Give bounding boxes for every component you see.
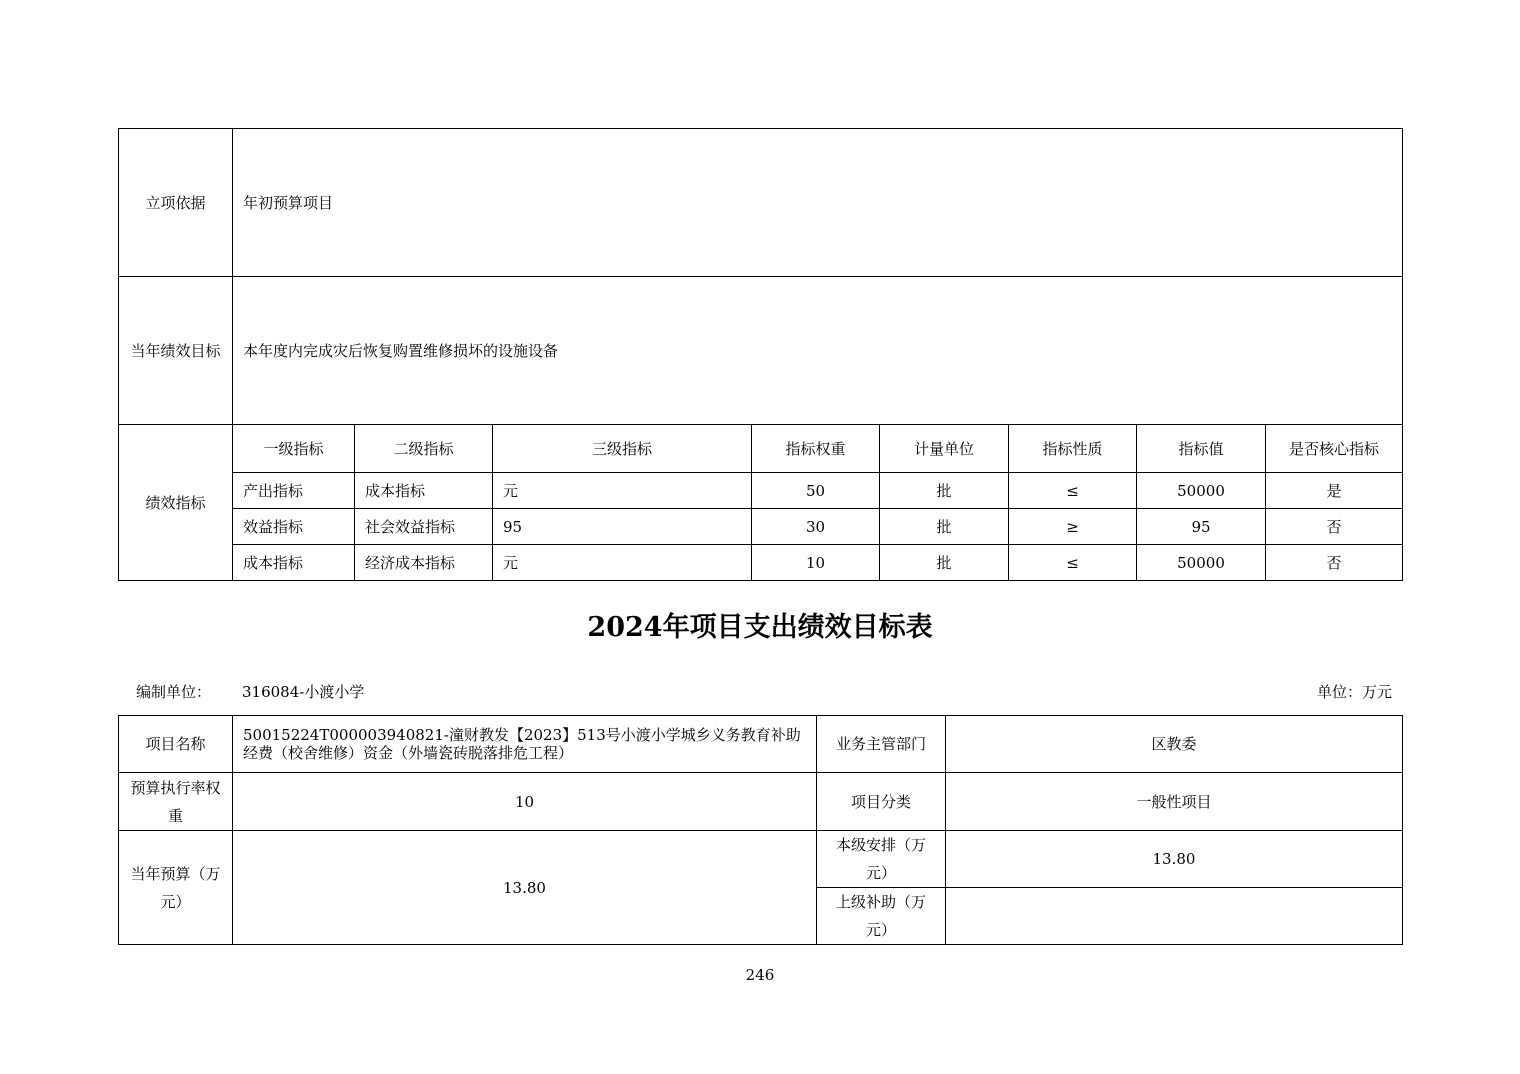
page-number: 246	[745, 966, 775, 984]
header-cell: 三级指标	[493, 425, 752, 473]
header-cell: 是否核心指标	[1266, 425, 1403, 473]
category-value: 一般性项目	[946, 773, 1403, 831]
table-cell: 50000	[1137, 545, 1266, 581]
budget-value: 13.80	[233, 831, 817, 945]
table-cell: 元	[493, 545, 752, 581]
local-value: 13.80	[946, 831, 1403, 888]
dept-label: 业务主管部门	[817, 716, 946, 773]
upper-value	[946, 888, 1403, 945]
table-cell: 批	[880, 545, 1009, 581]
table-cell: 10	[752, 545, 880, 581]
table-row	[119, 509, 1403, 545]
table-cell: 成本指标	[233, 545, 355, 581]
exec-rate-label: 预算执行率权重	[119, 773, 233, 831]
org-value: 316084-小渡小学	[242, 683, 365, 701]
header-cell: 计量单位	[880, 425, 1009, 473]
goal-label: 当年绩效目标	[119, 277, 233, 425]
org-label: 编制单位：	[136, 683, 212, 701]
table-cell: 95	[493, 509, 752, 545]
table-cell: 95	[1137, 509, 1266, 545]
indicators-label: 绩效指标	[119, 425, 233, 581]
table-cell: 否	[1266, 545, 1403, 581]
project-info-table	[118, 715, 1403, 945]
table-cell: 否	[1266, 509, 1403, 545]
table-row	[119, 545, 1403, 581]
table-cell: ≥	[1009, 509, 1137, 545]
header-cell: 一级指标	[233, 425, 355, 473]
table-cell: 30	[752, 509, 880, 545]
table-cell: 批	[880, 473, 1009, 509]
project-name-label: 项目名称	[119, 716, 233, 773]
local-label: 本级安排（万元）	[817, 831, 946, 888]
table-cell: 经济成本指标	[355, 545, 493, 581]
performance-indicator-table	[118, 128, 1403, 581]
table-cell: 成本指标	[355, 473, 493, 509]
table-cell: 元	[493, 473, 752, 509]
table-row	[119, 473, 1403, 509]
table-cell: 产出指标	[233, 473, 355, 509]
table-cell: 批	[880, 509, 1009, 545]
header-cell: 指标值	[1137, 425, 1266, 473]
table-cell: 社会效益指标	[355, 509, 493, 545]
dept-value: 区教委	[946, 716, 1403, 773]
table-cell: 是	[1266, 473, 1403, 509]
header-cell: 指标性质	[1009, 425, 1137, 473]
unit-label: 单位：万元	[1316, 683, 1392, 701]
exec-rate-value: 10	[233, 773, 817, 831]
table-cell: ≤	[1009, 545, 1137, 581]
basis-label: 立项依据	[119, 129, 233, 277]
project-name-value: 50015224T000003940821-潼财教发【2023】513号小渡小学城乡义务教育补助经费（校舍维修）资金（外墙瓷砖脱落排危工程）	[233, 716, 817, 773]
table-cell: 50000	[1137, 473, 1266, 509]
header-cell: 二级指标	[355, 425, 493, 473]
budget-label: 当年预算（万元）	[119, 831, 233, 945]
table-cell: ≤	[1009, 473, 1137, 509]
table-cell: 50	[752, 473, 880, 509]
goal-value: 本年度内完成灾后恢复购置维修损坏的设施设备	[233, 277, 1403, 425]
upper-label: 上级补助（万元）	[817, 888, 946, 945]
basis-value: 年初预算项目	[233, 129, 1403, 277]
category-label: 项目分类	[817, 773, 946, 831]
table-cell: 效益指标	[233, 509, 355, 545]
header-cell: 指标权重	[752, 425, 880, 473]
page-title: 2024年项目支出绩效目标表	[587, 612, 933, 643]
